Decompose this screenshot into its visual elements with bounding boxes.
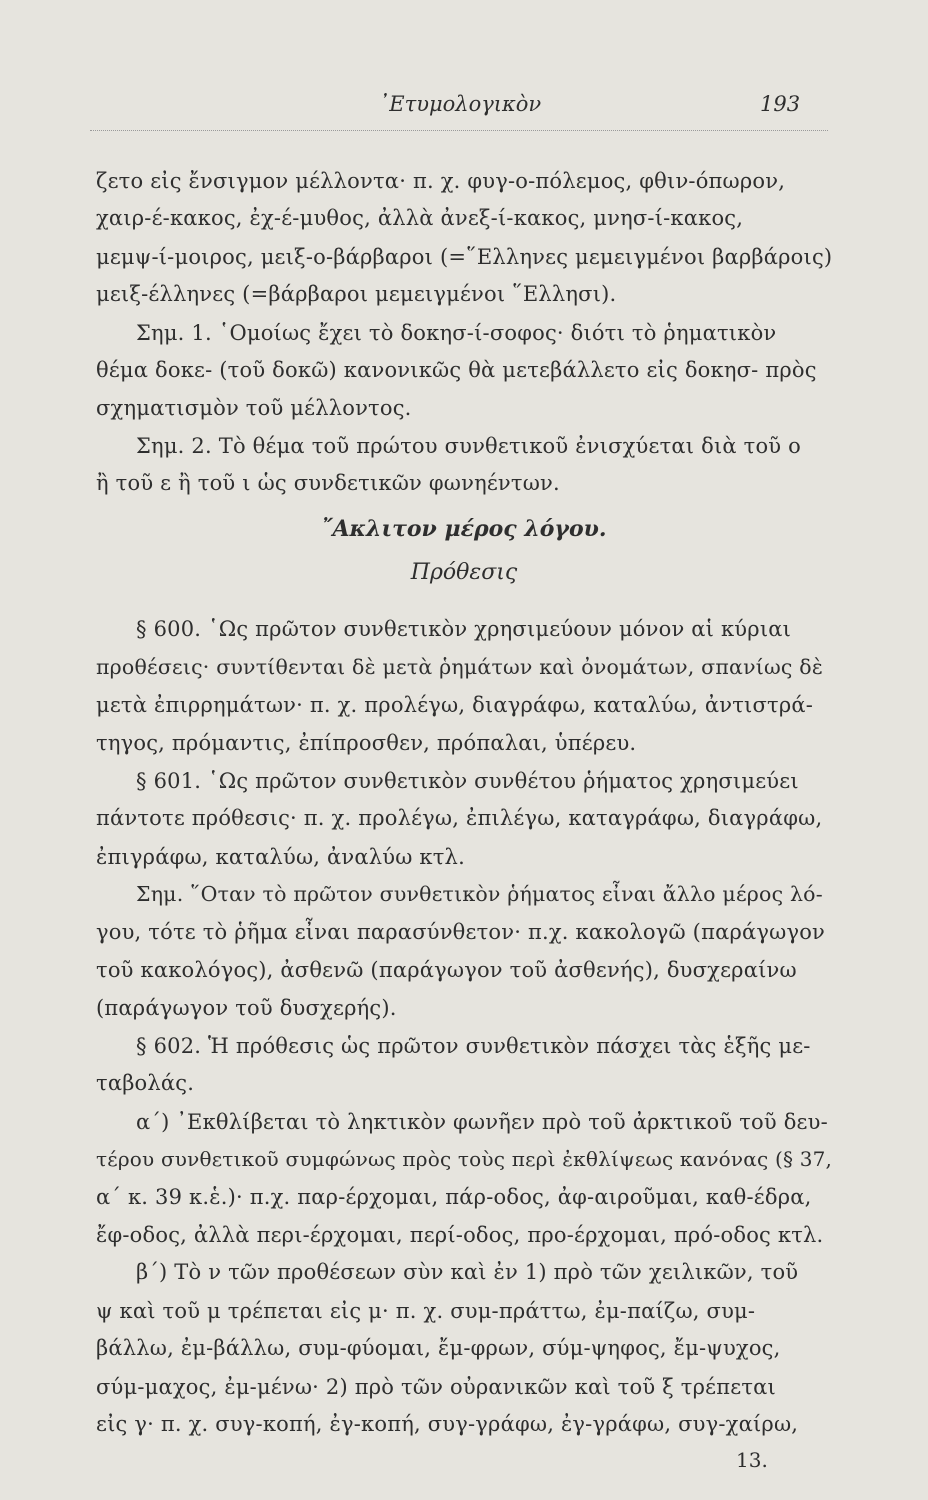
paragraph-line: βάλλω, ἐμ-βάλλω, συμ-φύομαι, ἔμ-φρων, σύμ-ψηφος, ἔμ-ψυχος, [96, 1336, 781, 1360]
section-heading: ῎Ακλιτον μέρος λόγου. [321, 516, 607, 542]
paragraph-line: § 602. Ἡ πρόθεσις ὡς πρῶτον συνθετικὸν πάσχει τὰς ἑξῆς με- [136, 1034, 811, 1058]
running-title: ᾿Ετυμολογικὸν [378, 92, 542, 116]
paragraph-line: μετὰ ἐπιρρημάτων· π. χ. προλέγω, διαγράφω, καταλύω, ἀντιστρά- [96, 693, 814, 717]
note-line: Σημ. ῞Οταν τὸ πρῶτον συνθετικὸν ῥήματος εἶναι ἄλλο μέρος λό- [136, 882, 823, 906]
paragraph-line: πάντοτε πρόθεσις· π. χ. προλέγω, ἐπιλέγω, καταγράφω, διαγράφω, [96, 806, 823, 830]
paragraph-line: § 601. ῾Ως πρῶτον συνθετικὸν συνθέτου ῥήματος χρησιμεύει [136, 769, 799, 793]
note-line: Σημ. 1. ῾Ομοίως ἔχει τὸ δοκησ-ί-σοφος· διότι τὸ ῥηματικὸν [136, 321, 777, 345]
paragraph-line: σύμ-μαχος, ἐμ-μένω· 2) πρὸ τῶν οὐρανικῶν καὶ τοῦ ξ τρέπεται [96, 1375, 776, 1399]
text-line: μεμψ-ί-μοιρος, μειξ-ο-βάρβαροι (=῞Ελληνες μεμειγμένοι βαρβάροις) [96, 245, 833, 269]
note-line: ἢ τοῦ ε ἢ τοῦ ι ὡς συνδετικῶν φωνηέντων. [96, 471, 560, 495]
paragraph-line: α΄) ᾿Εκθλίβεται τὸ ληκτικὸν φωνῆεν πρὸ τοῦ ἀρκτικοῦ τοῦ δευ- [136, 1110, 828, 1134]
paragraph-line: α΄ κ. 39 κ.ἑ.)· π.χ. παρ-έρχομαι, πάρ-οδος, ἀφ-αιροῦμαι, καθ-έδρα, [96, 1185, 812, 1209]
note-line: (παράγωγον τοῦ δυσχερής). [96, 996, 397, 1020]
paragraph-line: προθέσεις· συντίθενται δὲ μετὰ ῥημάτων καὶ ὀνομάτων, σπανίως δὲ [96, 655, 824, 679]
paragraph-line: β΄) Τὸ ν τῶν προθέσεων σὺν καὶ ἐν 1) πρὸ τῶν χειλικῶν, τοῦ [136, 1260, 799, 1284]
paragraph-line: ταβολάς. [96, 1071, 195, 1095]
text-line: χαιρ-έ-κακος, ἐχ-έ-μυθος, ἀλλὰ ἀνεξ-ί-κακος, μνησ-ί-κακος, [96, 206, 744, 230]
paragraph-line: εἰς γ· π. χ. συγ-κοπή, ἐγ-κοπή, συγ-γράφω, ἐγ-γράφω, συγ-χαίρω, [96, 1412, 799, 1436]
note-line: θέμα δοκε- (τοῦ δοκῶ) κανονικῶς θὰ μετεβάλλετο εἰς δοκησ- πρὸς [96, 358, 817, 382]
paragraph-line: ἐπιγράφω, καταλύω, ἀναλύω κτλ. [96, 845, 465, 869]
note-line: Σημ. 2. Τὸ θέμα τοῦ πρώτου συνθετικοῦ ἐνισχύεται διὰ τοῦ ο [136, 434, 801, 458]
paragraph-line: ἔφ-οδος, ἀλλὰ περι-έρχομαι, περί-οδος, προ-έρχομαι, πρό-οδος κτλ. [96, 1223, 824, 1247]
page-number: 193 [760, 92, 801, 116]
paragraph-line: § 600. ῾Ως πρῶτον συνθετικὸν χρησιμεύουν μόνον αἱ κύριαι [136, 617, 792, 641]
note-line: τοῦ κακολόγος), ἀσθενῶ (παράγωγον τοῦ ἀσθενής), δυσχεραίνω [96, 958, 797, 982]
header-divider [90, 130, 828, 131]
paragraph-line: ψ καὶ τοῦ μ τρέπεται εἰς μ· π. χ. συμ-πράττω, ἐμ-παίζω, συμ- [96, 1299, 756, 1323]
signature-mark: 13. [736, 1448, 768, 1472]
paragraph-line: τηγος, πρόμαντις, ἐπίπροσθεν, πρόπαλαι, ὑπέρευ. [96, 731, 637, 755]
page-header [0, 86, 928, 126]
paragraph-line: τέρου συνθετικοῦ συμφώνως πρὸς τοὺς περὶ ἐκθλίψεως κανόνας (§ 37, [96, 1147, 833, 1171]
note-line: σχηματισμὸν τοῦ μέλλοντος. [96, 396, 412, 420]
subsection-heading: Πρόθεσις [410, 560, 518, 585]
note-line: γου, τότε τὸ ῥῆμα εἶναι παρασύνθετον· π.χ. κακολογῶ (παράγωγον [96, 920, 826, 944]
text-line: ζετο εἰς ἔνσιγμον μέλλοντα· π. χ. φυγ-ο-πόλεμος, φθιν-όπωρον, [96, 169, 786, 193]
text-line: μειξ-έλληνες (=βάρβαροι μεμειγμένοι ῞Ελλησι). [96, 282, 617, 306]
